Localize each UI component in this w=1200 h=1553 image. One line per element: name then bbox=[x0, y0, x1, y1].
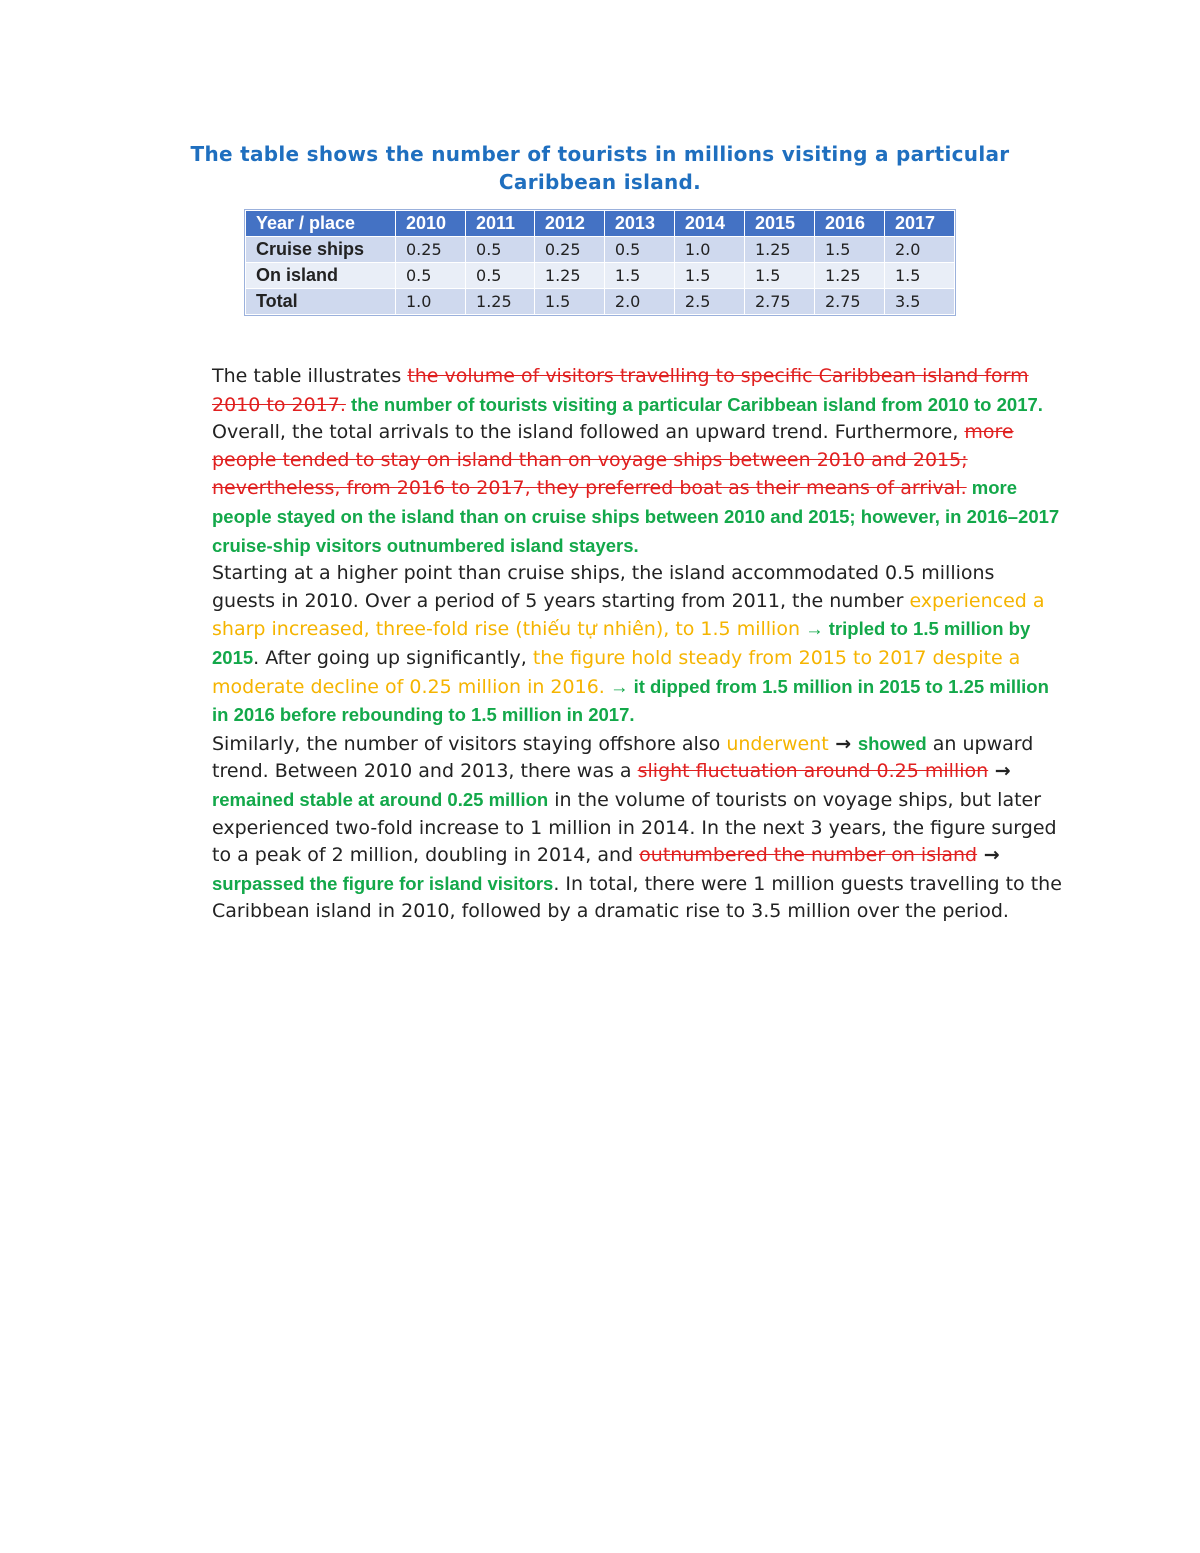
flagged-text: the figure hold steady from 2015 to 2017 despite a moderate decline of 0.25 million in 2016. bbox=[212, 646, 1021, 698]
paragraph-overview bbox=[212, 419, 1062, 560]
row-label: Cruise ships bbox=[246, 237, 396, 263]
table-cell: 3.5 bbox=[884, 289, 954, 315]
inserted-text: tripled to 1.5 million by 2015 bbox=[212, 618, 1031, 668]
plain-text: The table illustrates bbox=[212, 365, 408, 387]
table-cell: 0.5 bbox=[466, 237, 535, 263]
plain-text: Overall, the total arrivals to the island followed an upward trend. Furthermore, bbox=[212, 421, 965, 444]
inserted-text: → it dipped from 1.5 million in 2015 to 1.25 million in 2016 before rebounding to 1.5 million in 2017. bbox=[212, 675, 1049, 726]
table-cell: 1.25 bbox=[744, 237, 814, 263]
arrow-icon: → bbox=[988, 760, 1011, 783]
table-header-row bbox=[246, 211, 955, 237]
inserted-text: more people stayed on the island than on cruise ships between 2010 and 2015; however, in 2016–2017 cruise-ship visitors outnumbered island stayers. bbox=[212, 477, 1060, 556]
column-header: 2015 bbox=[744, 211, 814, 237]
inserted-text: the number of tourists visiting a particular Caribbean island from 2010 to 2017. bbox=[345, 393, 1043, 415]
plain-text: in the volume of tourists on voyage ships, but later experienced two-fold increase to 1 million in 2014. In the next 3 years, the figure surged to a peak of 2 million, doubling in 2014, and bbox=[212, 788, 1057, 867]
inserted-text: surpassed the figure for island visitors bbox=[212, 872, 554, 894]
table-cell: 1.5 bbox=[884, 263, 954, 289]
table-cell: 1.5 bbox=[814, 237, 884, 263]
table-cell: 2.75 bbox=[744, 289, 814, 315]
column-header: 2017 bbox=[884, 211, 954, 237]
table-cell: 0.25 bbox=[534, 237, 604, 263]
table-cell: 2.5 bbox=[674, 289, 744, 315]
table-cell: 0.5 bbox=[466, 263, 535, 289]
table-cell: 1.5 bbox=[744, 263, 814, 289]
paragraph-cruise bbox=[212, 730, 1062, 926]
plain-text: Similarly, the number of visitors staying offshore also bbox=[212, 732, 727, 755]
deleted-text: more people tended to stay on island than on voyage ships between 2010 and 2015; nevertheless, from 2016 to 2017, they preferred boat as their means of arrival. bbox=[212, 421, 1014, 500]
table-cell: 1.0 bbox=[396, 289, 466, 315]
arrow-icon: → bbox=[799, 618, 829, 640]
deleted-text: the volume of visitors travelling to specific Caribbean island form 2010 to 2017. bbox=[212, 365, 1029, 416]
column-header: 2013 bbox=[604, 211, 674, 237]
column-header: 2012 bbox=[534, 211, 604, 237]
plain-text: . After going up significantly, bbox=[253, 646, 533, 669]
table-cell: 2.0 bbox=[884, 237, 954, 263]
table-cell: 0.5 bbox=[396, 263, 466, 289]
arrow-icon: → bbox=[828, 732, 858, 755]
deleted-text: outnumbered the number on island bbox=[639, 844, 978, 867]
plain-text: an upward trend. Between 2010 and 2013, there was a bbox=[212, 732, 1034, 783]
column-header: 2011 bbox=[466, 211, 535, 237]
row-label: Total bbox=[246, 289, 396, 315]
table-cell: 1.5 bbox=[604, 263, 674, 289]
paragraph-island bbox=[212, 560, 1062, 730]
column-header: 2010 bbox=[396, 211, 466, 237]
essay-body bbox=[212, 363, 1062, 926]
inserted-text: remained stable at around 0.25 million bbox=[212, 788, 549, 810]
deleted-text: slight fluctuation around 0.25 million bbox=[637, 760, 989, 783]
tourist-table bbox=[245, 210, 955, 315]
paragraph-intro bbox=[212, 363, 1062, 419]
plain-text: . In total, there were 1 million guests travelling to the Caribbean island in 2010, followed by a dramatic rise to 3.5 million over the period. bbox=[212, 872, 1062, 923]
column-header: Year / place bbox=[246, 211, 396, 237]
table-cell: 1.0 bbox=[674, 237, 744, 263]
arrow-icon: → bbox=[977, 844, 1000, 867]
table-cell: 2.75 bbox=[814, 289, 884, 315]
flagged-text: underwent bbox=[726, 732, 829, 755]
column-header: 2014 bbox=[674, 211, 744, 237]
inserted-text: showed bbox=[857, 732, 927, 754]
table-cell: 0.25 bbox=[396, 237, 466, 263]
row-label: On island bbox=[246, 263, 396, 289]
column-header: 2016 bbox=[814, 211, 884, 237]
table-row bbox=[246, 263, 955, 289]
plain-text: Starting at a higher point than cruise ships, the island accommodated 0.5 millions guests in 2010. Over a period of 5 years starting from 2011, the number bbox=[212, 562, 995, 612]
table-cell: 1.25 bbox=[814, 263, 884, 289]
flagged-text: experienced a sharp increased, three-fold rise (thiếu tự nhiên), to 1.5 million bbox=[212, 589, 1045, 641]
table-cell: 1.25 bbox=[534, 263, 604, 289]
table-cell: 2.0 bbox=[604, 289, 674, 315]
table-row bbox=[246, 237, 955, 263]
page-title: The table shows the number of tourists in millions visiting a particular Caribbean island. bbox=[190, 142, 1010, 194]
table-cell: 0.5 bbox=[604, 237, 674, 263]
table-row bbox=[246, 289, 955, 315]
table-cell: 1.5 bbox=[674, 263, 744, 289]
table-cell: 1.25 bbox=[466, 289, 535, 315]
table-cell: 1.5 bbox=[534, 289, 604, 315]
